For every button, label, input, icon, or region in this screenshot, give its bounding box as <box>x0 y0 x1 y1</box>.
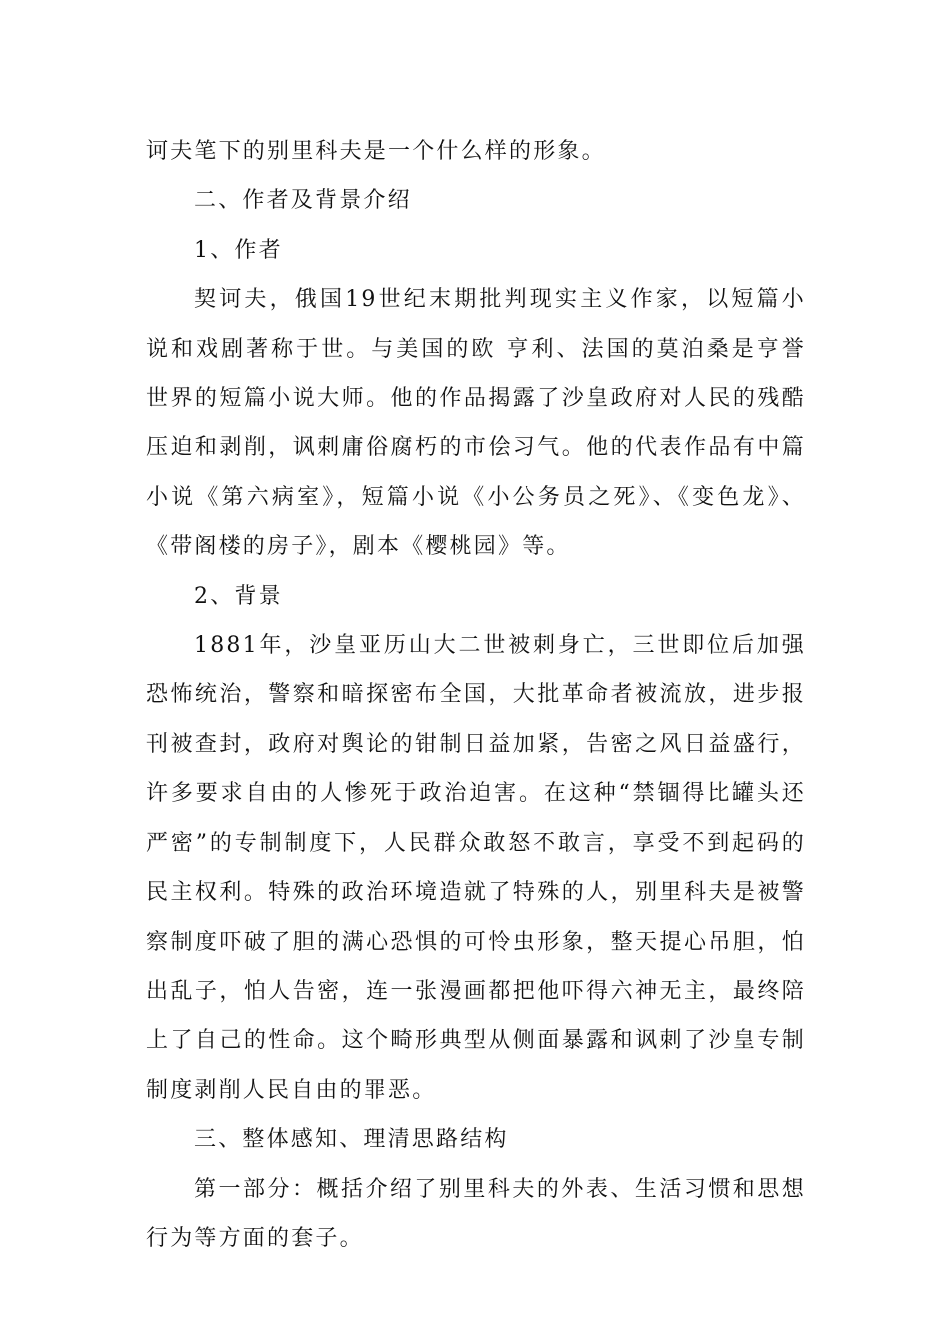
paragraph-author-intro: 契诃夫，俄国19世纪末期批判现实主义作家，以短篇小说和戏剧著称于世。与美国的欧 亨利、法国的莫泊桑是亨誉世界的短篇小说大师。他的作品揭露了沙皇政府对人民的残酷压迫和剥削，讽刺庸俗腐朽的市侩习气。他的代表作品有中篇小说《第六病室》，短篇小说《小公务员之死》、《变色龙》、《带阁楼的房子》，剧本《樱桃园》等。 <box>146 287 806 560</box>
section-heading-structure: 三、整体感知、理清思路结构 <box>194 1127 509 1153</box>
paragraph-part-one: 第一部分：概括介绍了别里科夫的外表、生活习惯和思想行为等方面的套子。 <box>146 1176 806 1251</box>
document-body <box>146 127 806 1263</box>
paragraph-continuation: 诃夫笔下的别里科夫是一个什么样的形象。 <box>146 139 606 164</box>
section-heading-author-background: 二、作者及背景介绍 <box>194 188 412 214</box>
subheading-background: 2、背景 <box>194 583 283 609</box>
paragraph-background: 1881年，沙皇亚历山大二世被刺身亡，三世即位后加强恐怖统治，警察和暗探密布全国，大批革命者被流放，进步报刊被查封，政府对舆论的钳制日益加紧，告密之风日益盛行，许多要求自由的人惨死于政治迫害。在这种“禁锢得比罐头还严密”的专制制度下，人民群众敢怒不敢言，享受不到起码的民主权利。特殊的政治环境造就了特殊的人，别里科夫是被警察制度吓破了胆的满心恐惧的可怜虫形象，整天提心吊胆，怕出乱子，怕人告密，连一张漫画都把他吓得六神无主，最终陪上了自己的性命。这个畸形典型从侧面暴露和讽刺了沙皇专制制度剥削人民自由的罪恶。 <box>146 633 806 1103</box>
subheading-author: 1、作者 <box>194 237 283 263</box>
